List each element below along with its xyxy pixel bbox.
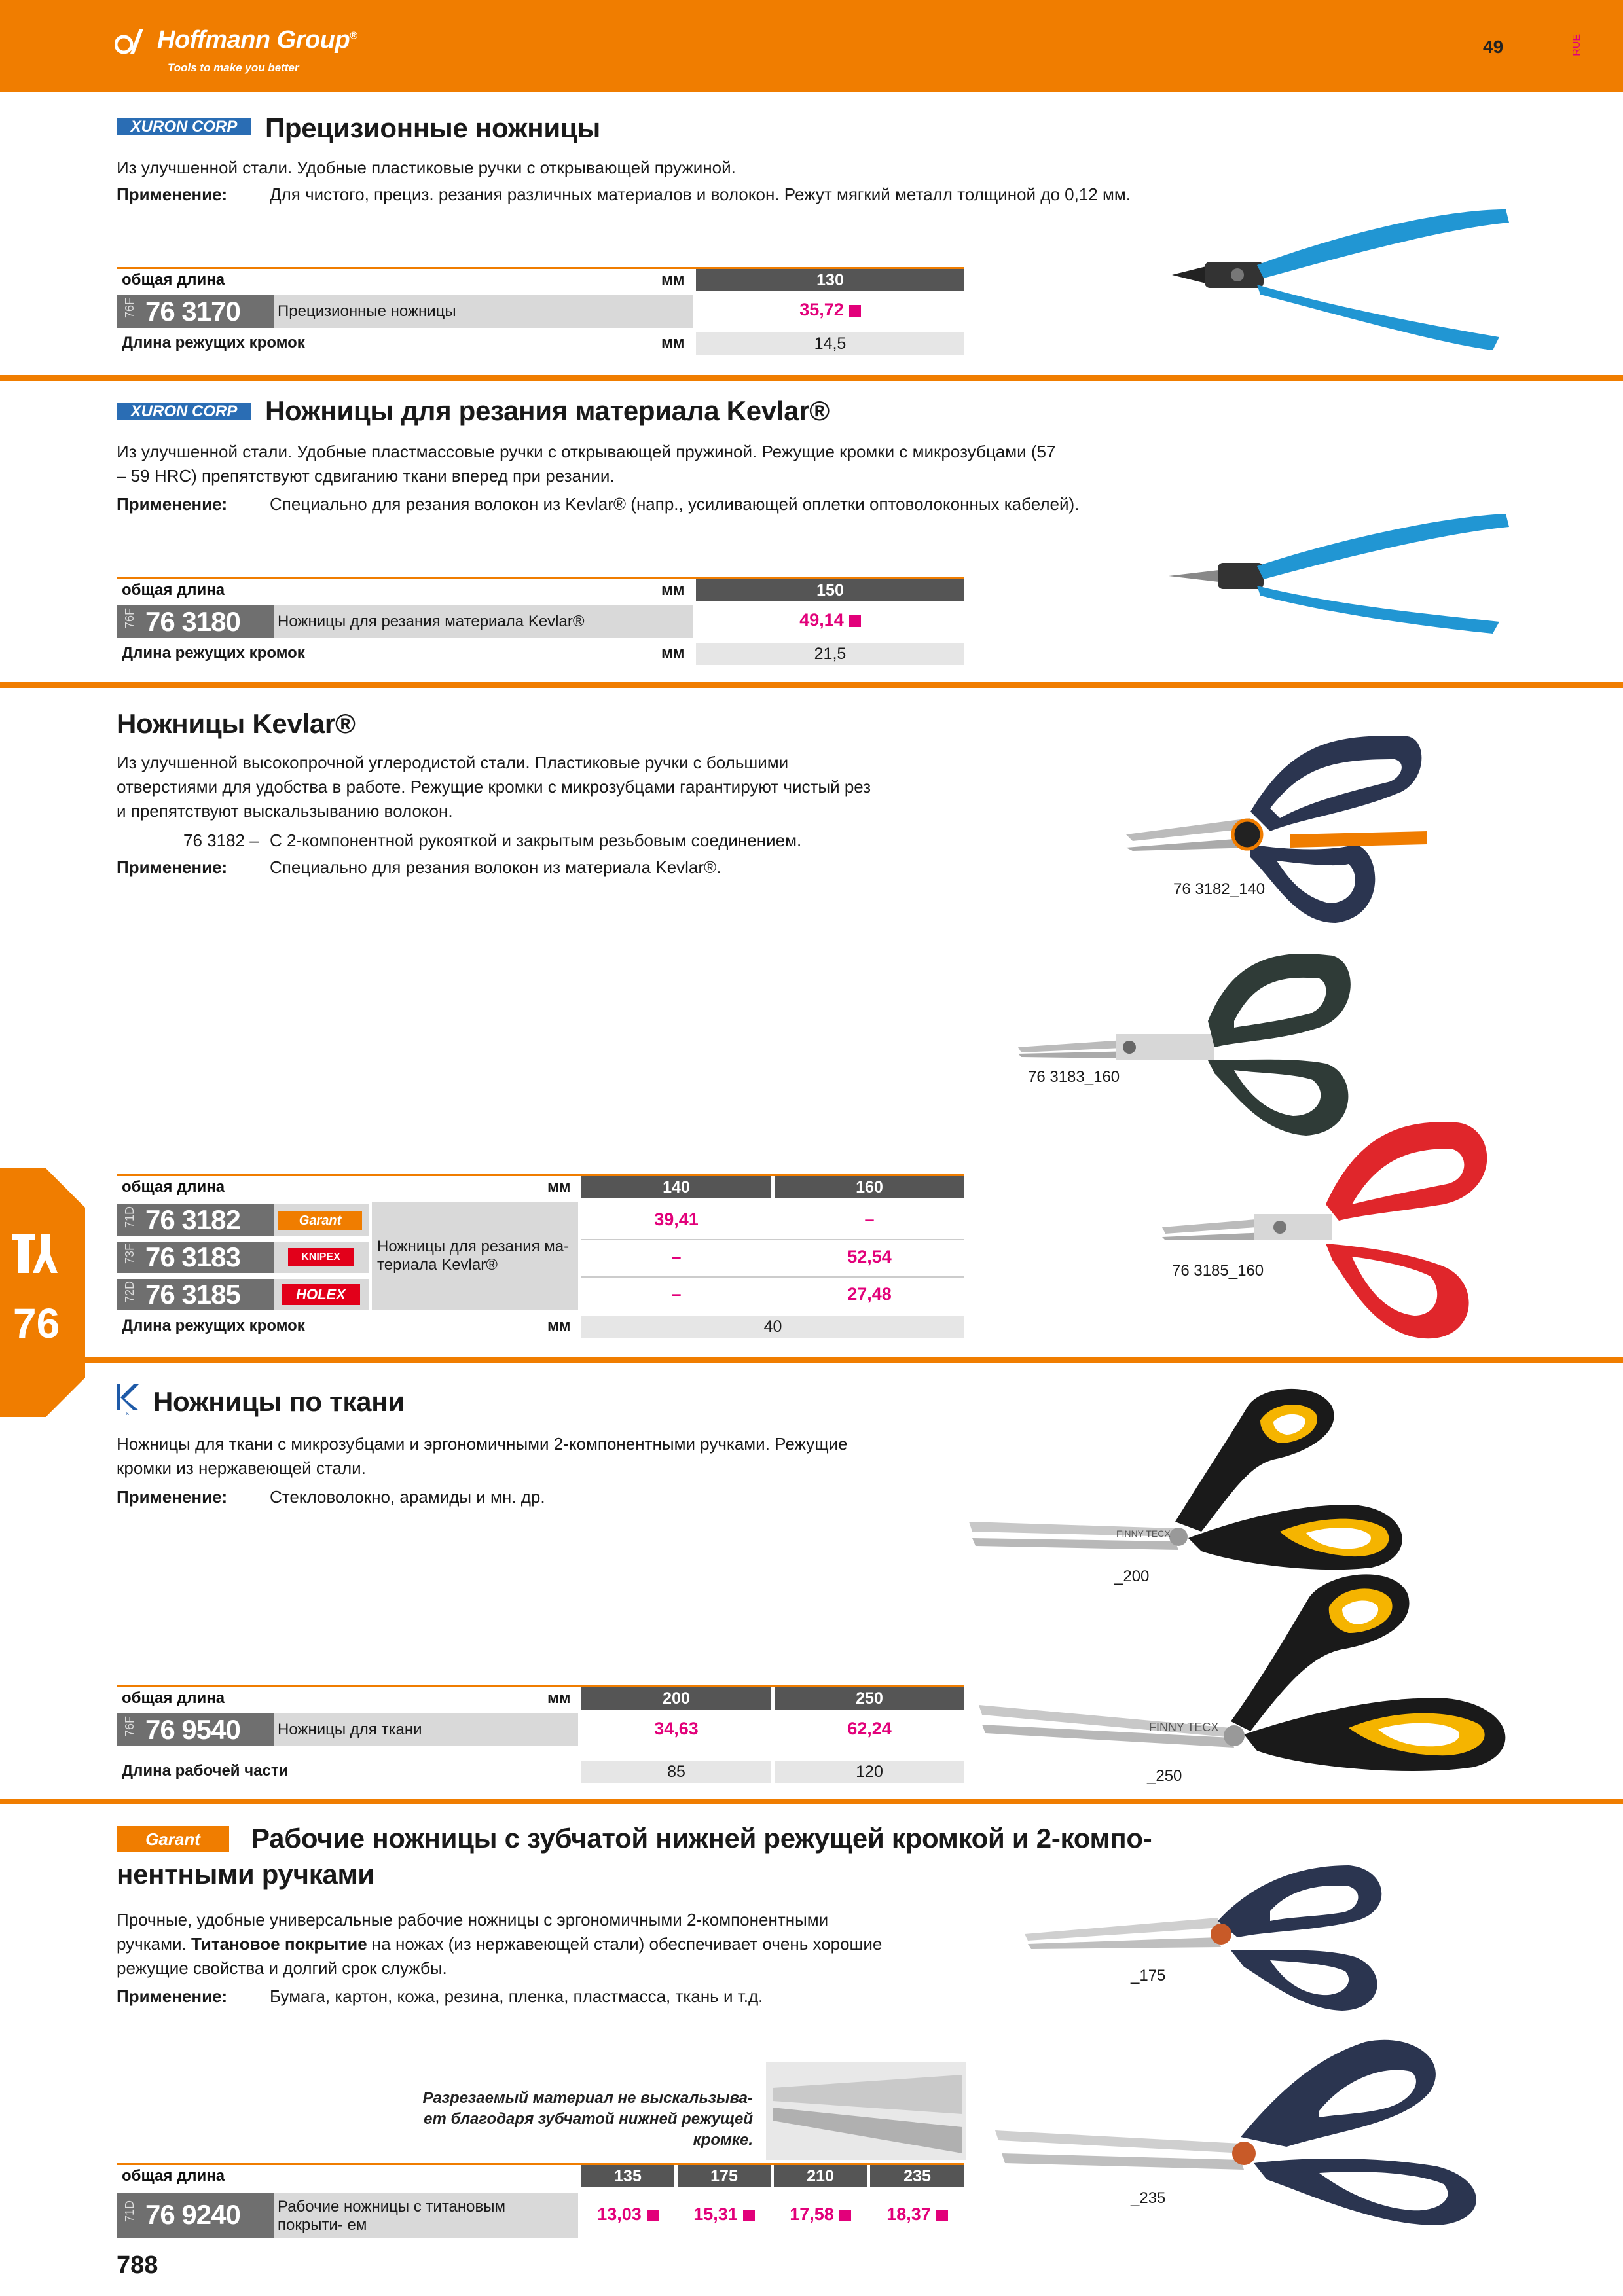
work-scissors-175-image [1021,1859,1427,2016]
application-label: Применение: [117,857,228,877]
header-unit: мм [547,1178,571,1196]
serrated-edge-detail-image [766,2062,966,2160]
row-unit: мм [661,334,685,351]
code-prefix: 71D [123,1206,136,1229]
product-name: Ножницы для ткани [278,1721,422,1738]
header-overall-length: общая длина [122,2167,225,2185]
price-value: 34,63 [654,1719,699,1738]
header-size-value: 200 [581,1687,771,1710]
header-size-value: 150 [696,579,964,601]
working-length-label: Длина рабочей части [122,1762,289,1780]
header-overall-length: общая длина [122,1689,225,1707]
article-number: 76 9240 [145,2199,240,2230]
cutting-edge-length-label: Длина режущих кромок [122,334,305,351]
section-description-line1: Ножницы для ткани с микрозубцами и эргономичными 2-компонентными ручками. Режущие [117,1434,848,1454]
article-number: 76 3182 [145,1204,240,1235]
application-label: Применение: [117,1487,228,1507]
row-unit: мм [547,1317,571,1335]
working-length-value: 120 [775,1761,964,1783]
hoffmann-logo-icon [115,25,146,56]
application-label: Применение: [117,1986,228,2006]
article-number: 76 3180 [145,606,240,637]
header-size-value: 210 [774,2165,867,2187]
header-size-value: 235 [870,2165,964,2187]
section-description-line2: ручками. Титановое покрытие на ножах (из нержавеющей стали) обеспечивает очень хорошие [117,1934,883,1954]
row-rule [581,1239,964,1240]
header-unit: мм [547,1689,571,1707]
article-number: 76 9540 [145,1714,240,1745]
price-value: – [671,1284,682,1304]
section-divider [0,1357,1623,1363]
price-value: 27,48 [847,1284,892,1304]
section-description-line1: Из улучшенной высокопрочной углеродистой стали. Пластиковые ручки с большими [117,753,789,772]
application-text: Стекловолокно, арамиды и мн. др. [270,1487,545,1507]
garant-logo: Garant [278,1211,362,1230]
image-caption: _250 [1147,1767,1182,1785]
price-value: 13,03 [581,2204,674,2225]
section-title-kevlar-cutter: Ножницы для резания материала Kevlar® [265,395,830,426]
note-code: 76 3182 – [183,831,259,850]
garant-logo: Garant [117,1826,229,1852]
svg-text:XURON CORP: XURON CORP [130,403,238,420]
svg-text:XURON CORP: XURON CORP [130,118,238,135]
header-overall-length: общая длина [122,1178,225,1196]
section-divider [0,1799,1623,1804]
header-size-value: 130 [696,269,964,291]
cutting-edge-length-label: Длина режущих кромок [122,644,305,662]
section-title-work-scissors-line2: нентными ручками [117,1859,374,1890]
product-name: Прецизионные ножницы [278,302,456,320]
price-value: 35,72 [696,300,964,320]
section-description-line1: Из улучшенной стали. Удобные пластмассовые ручки с открывающей пружиной. Режущие кромки с микрозубцами (57 [117,442,1056,461]
application-label: Применение: [117,185,228,204]
brand-name: Hoffmann Group® [157,26,357,54]
code-prefix: 76F [123,608,136,629]
price-value: 52,54 [847,1247,892,1266]
holex-logo: HOLEX [282,1284,360,1305]
svg-text:FINNY TECX: FINNY TECX [1149,1721,1219,1734]
knipex-logo: KNIPEX [288,1248,354,1266]
image-caption: 76 3183_160 [1028,1068,1120,1086]
header-size-value: 140 [581,1176,771,1198]
header-unit: мм [661,581,685,599]
section-divider [0,375,1623,381]
code-prefix: 71D [123,2200,136,2223]
price-value: 62,24 [847,1719,892,1738]
header-size-value: 160 [775,1176,964,1198]
kretzer-logo-icon [117,1384,139,1416]
page-number-top: 49 [1483,37,1504,57]
section-description-line2: – 59 HRC) препятствуют сдвиганию ткани вперед при резании. [117,466,615,486]
product-name: Рабочие ножницы с титановым покрыти- ем [278,2198,505,2234]
article-number: 76 3170 [145,296,240,327]
application-label: Применение: [117,494,228,514]
price-value: – [864,1210,875,1229]
application-text: Специально для резания волокон из материала Kevlar®. [270,857,721,877]
section-description-line3: режущие свойства и долгий срок службы. [117,1958,447,1978]
price-value: 49,14 [696,610,964,630]
xuron-logo-icon [117,403,251,427]
image-caption: _235 [1131,2189,1166,2207]
fabric-scissors-250-image [976,1564,1532,1780]
header-overall-length: общая длина [122,581,225,599]
chapter-tab [0,1168,85,1417]
section-description-line1: Прочные, удобные универсальные рабочие ножницы с эргономичными 2-компонентными [117,1910,829,1929]
image-caption: _175 [1131,1967,1166,1984]
image-caption: 76 3182_140 [1173,880,1266,898]
article-number: 76 3183 [145,1242,240,1272]
section-title-work-scissors-line1: Рабочие ножницы с зубчатой нижней режущей кромкой и 2-компо- [251,1823,1152,1854]
image-caption: 76 3185_160 [1172,1262,1264,1280]
code-prefix: 72D [123,1281,136,1303]
code-prefix: 76F [123,1716,136,1737]
section-title-kevlar-scissors: Ножницы Kevlar® [117,708,356,739]
section-description: Из улучшенной стали. Удобные пластиковые ручки с открывающей пружиной. [117,158,736,177]
language-code: RUE [1571,34,1582,56]
application-text: Для чистого, прециз. резания различных материалов и волокон. Режут мягкий металл толщиной до 0,12 мм. [270,185,1131,204]
price-value: – [671,1247,682,1266]
scissors-763183-image [1018,942,1385,1139]
application-text: Бумага, картон, кожа, резина, пленка, пластмасса, ткань и т.д. [270,1986,763,2006]
section-description-line3: и препятствуют выскальзыванию волокон. [117,801,453,821]
cutting-edge-length-value: 14,5 [696,332,964,355]
scissors-763182-image [1120,720,1434,929]
header-size-value: 250 [775,1687,964,1710]
price-value: 15,31 [678,2204,771,2225]
section-title-precision-scissors: Прецизионные ножницы [265,113,600,143]
code-prefix: 76F [123,298,136,319]
cutting-edge-length-value: 21,5 [696,643,964,665]
header-size-value: 175 [678,2165,771,2187]
svg-text:FINNY TECX: FINNY TECX [1116,1528,1171,1539]
section-description-line2: кромки из нержавеющей стали. [117,1458,366,1478]
price-value: 17,58 [774,2204,867,2225]
section-title-fabric-scissors: Ножницы по ткани [153,1386,405,1417]
code-prefix: 73F [123,1244,136,1265]
image-caption: _200 [1114,1568,1150,1585]
work-scissors-235-image [992,2032,1516,2229]
section-description-line2: отверстиями для удобства в работе. Режущие кромки с микрозубцами гарантируют чистый рез [117,777,871,797]
price-value: 39,41 [654,1210,699,1229]
header-size-value: 135 [581,2165,674,2187]
serrated-edge-note: Разрезаемый материал не выскальзыва- ет благодаря зубчатой нижней режущей кромке. [422,2089,753,2149]
svg-text:K: K [126,1412,130,1416]
product-name: Ножницы для резания материала Kevlar® [278,613,585,630]
note-text: С 2-компонентной рукояткой и закрытым резьбовым соединением. [270,831,802,850]
working-length-value: 85 [581,1761,771,1783]
fabric-scissors-200-image [966,1381,1424,1577]
cutting-edge-length-value: 40 [581,1316,964,1338]
product-name: Ножницы для резания ма- териала Kevlar® [377,1238,570,1274]
article-number: 76 3185 [145,1279,240,1310]
header-unit: мм [661,271,685,289]
application-text: Специально для резания волокон из Kevlar® (напр., усиливающей оплетки оптоволоконных кабелей). [270,494,1080,514]
row-rule [581,1276,964,1278]
chapter-number: 76 [13,1300,60,1347]
kevlar-cutter-image [1165,504,1519,635]
row-unit: мм [661,644,685,662]
brand-tagline: Tools to make you better [168,62,299,74]
xuron-logo-icon [117,118,251,143]
page-number-bottom: 788 [117,2251,158,2279]
precision-cutter-image [1165,196,1519,353]
header-overall-length: общая длина [122,271,225,289]
section-divider [0,682,1623,688]
scissors-763185-image [1156,1113,1509,1348]
price-value: 18,37 [870,2204,964,2225]
cutting-edge-length-label: Длина режущих кромок [122,1317,305,1335]
